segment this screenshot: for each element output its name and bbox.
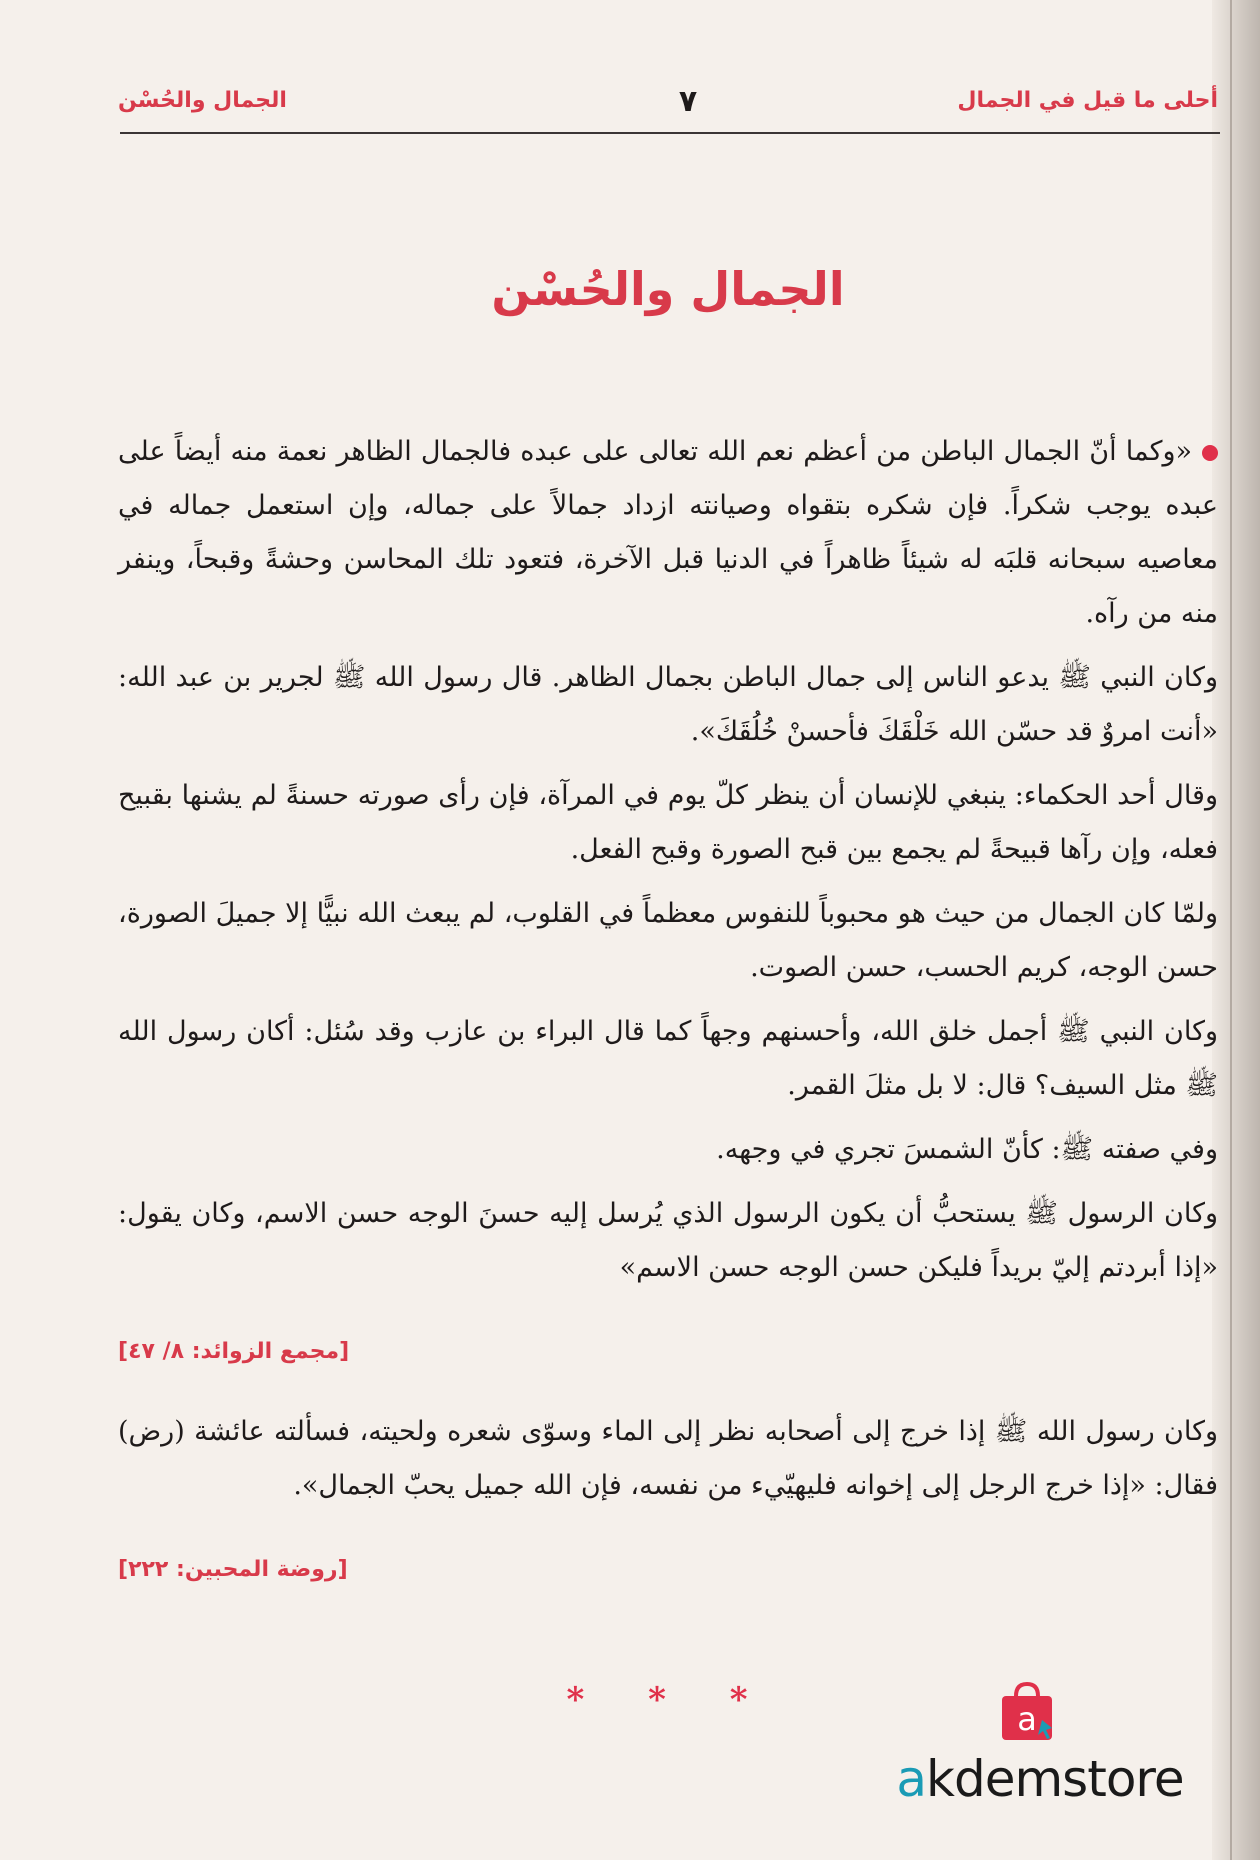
paragraph-3: وقال أحد الحكماء: ينبغي للإنسان أن ينظر كلّ يوم في المرآة، فإن رأى صورته حسنةً لم يشنها بقبيح فعله، وإن رآها قبيحةً لم يجمع بين قبح الصورة وقبح الفعل. (118, 780, 1218, 865)
paragraph-5: وكان النبي ﷺ أجمل خلق الله، وأحسنهم وجهاً كما قال البراء بن عازب وقد سُئل: أكان رسول الله ﷺ مثل السيف؟ قال: لا بل مثلَ القمر. (118, 1016, 1218, 1101)
paragraph-1: «وكما أنّ الجمال الباطن من أعظم نعم الله تعالى على عبده فالجمال الظاهر نعمة منه أيضاً على عبده يوجب شكراً. فإن شكره بتقواه وصيانته ازداد جمالاً على جماله، وإن استعمل جماله في معاصيه سبحانه قلبَه له شيئاً ظاهراً في الدنيا قبل الآخرة، فتعود تلك المحاسن وحشةً وقبحاً، وينفر منه من رآه. (118, 436, 1218, 629)
body-text (118, 425, 1218, 1623)
section-divider-stars: * * * (566, 1680, 774, 1720)
watermark-logo (880, 1680, 1200, 1830)
reference-2: [روضة المحبين: ٢٢٢] (118, 1557, 348, 1582)
shopping-bag-icon (998, 1680, 1056, 1742)
chapter-title: الجمال والحُسْن (491, 262, 845, 316)
bag-letter: a (1017, 1700, 1037, 1738)
logo-wordmark: akdemstore (896, 1750, 1184, 1808)
bullet-dot-icon (1202, 445, 1218, 461)
paragraph-7: وكان الرسول ﷺ يستحبُّ أن يكون الرسول الذي يُرسل إليه حسنَ الوجه حسن الاسم، وكان يقول: «إذا أبردتم إليّ بريداً فليكن حسن الوجه حسن الاسم» (118, 1198, 1218, 1283)
page-number: ٧ (678, 84, 698, 119)
header-chapter-title: الجمال والحُسْن (118, 88, 287, 113)
paragraph-2: وكان النبي ﷺ يدعو الناس إلى جمال الباطن بجمال الظاهر. قال رسول الله ﷺ لجرير بن عبد الله: «أنت امروٌ قد حسّن الله خَلْقَكَ فأحسنْ خُلُقَكَ». (118, 662, 1218, 747)
reference-1: [مجمع الزوائد: ٨/ ٤٧] (118, 1339, 350, 1364)
page-edge-line (1230, 0, 1232, 1860)
header-book-title: أحلى ما قيل في الجمال (957, 88, 1218, 113)
paragraph-4: ولمّا كان الجمال من حيث هو محبوباً للنفوس معظماً في القلوب، لم يبعث الله نبيًّا إلا جميلَ الصورة، حسن الوجه، كريم الحسب، حسن الصوت. (118, 898, 1218, 983)
header-rule (120, 132, 1220, 134)
paragraph-6: وفي صفته ﷺ: كأنّ الشمسَ تجري في وجهه. (716, 1134, 1218, 1165)
paragraph-8: وكان رسول الله ﷺ إذا خرج إلى أصحابه نظر إلى الماء وسوّى شعره ولحيته، فسألته عائشة (رض) فقال: «إذا خرج الرجل إلى إخوانه فليهيّيء من نفسه، فإن الله جميل يحبّ الجمال». (118, 1416, 1218, 1501)
running-header (118, 84, 1218, 138)
page-edge (1212, 0, 1260, 1860)
